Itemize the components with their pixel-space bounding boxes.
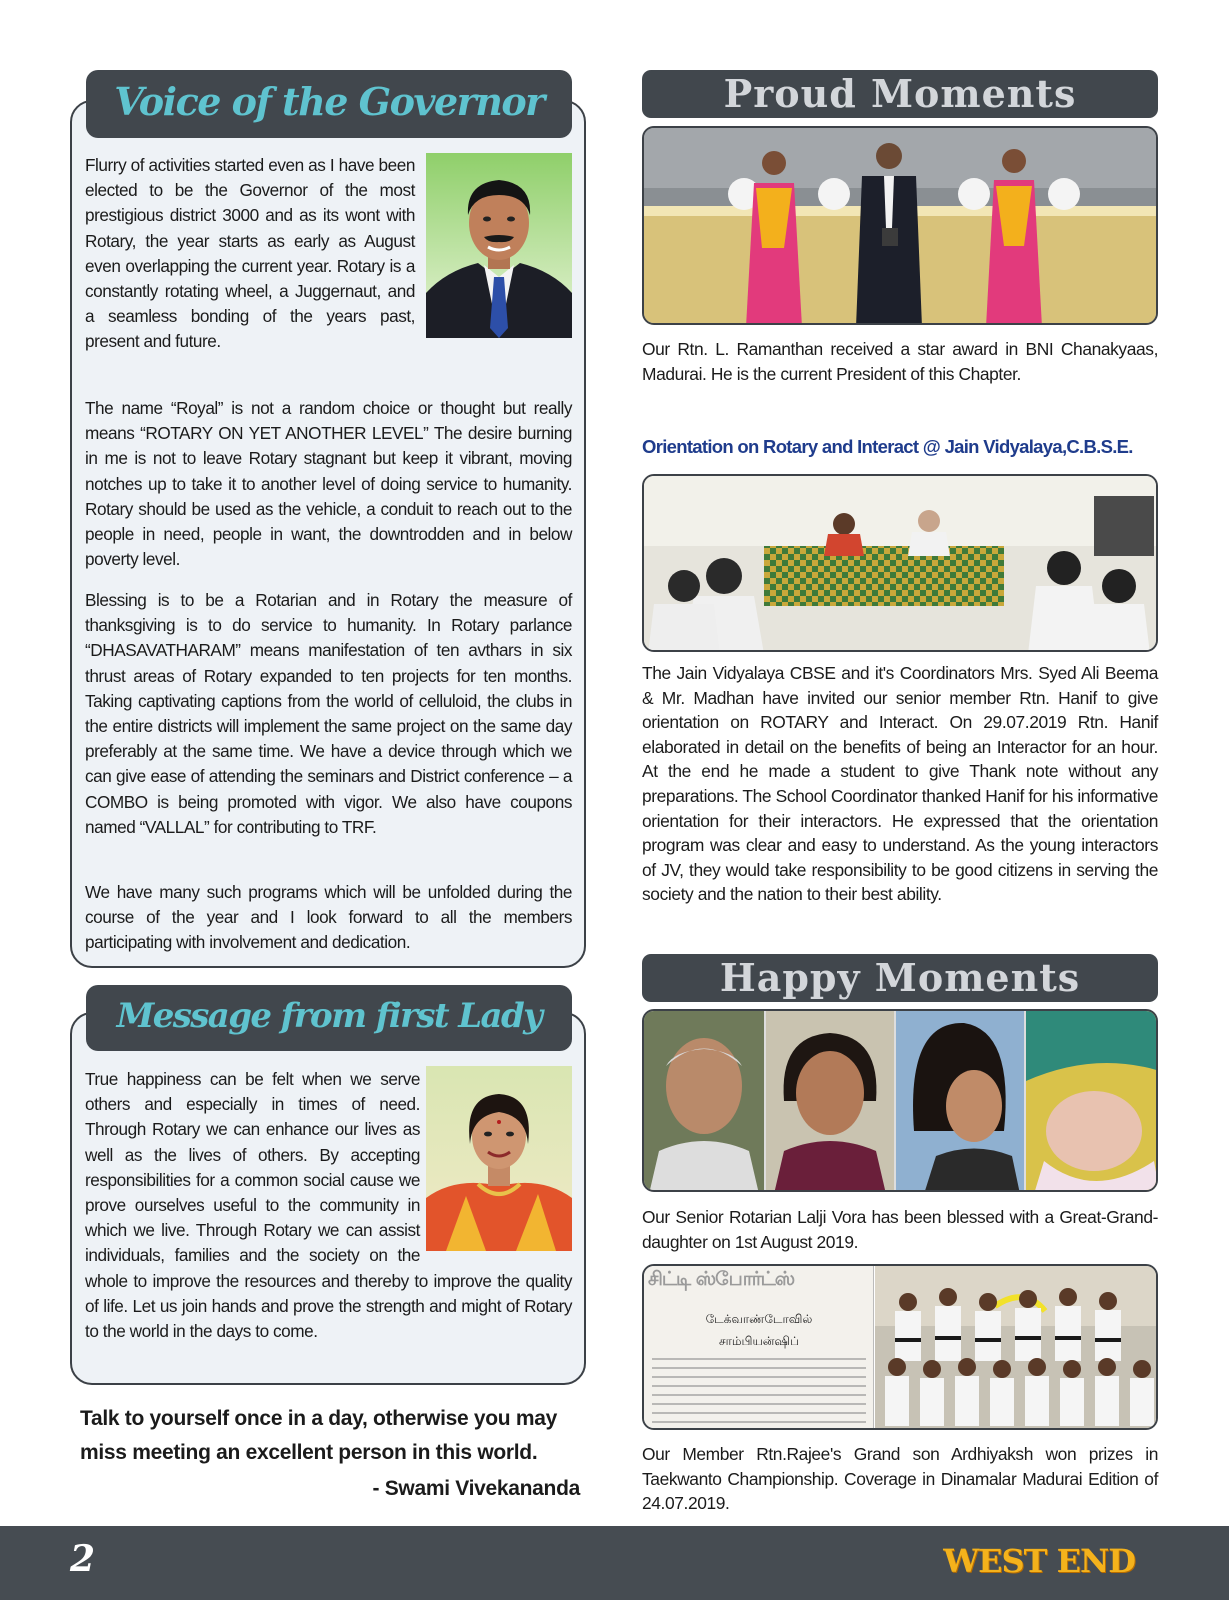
award-caption: Our Rtn. L. Ramanthan received a star award in BNI Chanakyaas, Madurai. He is the current President of this Chapter.: [642, 339, 1158, 384]
brand-logo: WEST END: [943, 1542, 1135, 1580]
clipping-headline-1: டேக்வாண்டோவில்: [705, 1312, 813, 1326]
governor-paragraph-1: Flurry of activities started even as I have been elected to be the Governor of the most prestigious district 3000 and as its wont with Rotary, the year starts as early as August even overlapping the current year. Rotary is a constantly rotating wheel, a Juggernaut, and a seamless bonding of the years past, present and future.: [85, 155, 415, 352]
page-number: 2: [70, 1538, 96, 1580]
clipping-text-panel: [644, 1266, 874, 1430]
proud-moments-banner: Proud Moments: [642, 70, 1158, 118]
taekwondo-caption: Our Member Rtn.Rajee's Grand son Ardhiyaksh won prizes in Taekwanto Championship. Coverage in Dinamalar Madurai Edition of 24.07.2019.: [642, 1444, 1158, 1514]
quote-line-2: miss meeting an excellent person in this world.: [80, 1441, 538, 1464]
orientation-heading: Orientation on Rotary and Interact @ Jain Vidyalaya,C.B.S.E.: [642, 436, 1133, 457]
governor-paragraph-3: Blessing is to be a Rotarian and in Rotary the measure of thanksgiving is to do service to humanity. In Rotary parlance “DHASAVATHARAM” means manifestation of ten avthars in six thrust areas of Rotary expanded to ten projects for ten months. Taking captivating captions from the world of celluloid, the clubs in the entire districts will implement the same project on the same day preferably at the same time. We have a device through which we can give ease of attending the seminars and District conference – a COMBO is being promoted with vigor. We also have coupons named “VALLAL” for contributing to TRF.: [85, 590, 572, 837]
orientation-text: The Jain Vidyalaya CBSE and it's Coordinators Mrs. Syed Ali Beema & Mr. Madhan have invited our senior member Rtn. Hanif to give orientation on ROTARY and Interact. On 29.07.2019 Rtn. Hanif elaborated in detail on the benefits of being an Interactor for an hour. At the end he made a student to give Thank note without any preparations. The School Coordinator thanked Hanif for his informative orientation for their interactors. He expressed that the orientation program was clear and easy to understand. As the young interactors of JV, they would take responsibility to be good citizens in serving the society and the nation to their best ability.: [642, 663, 1158, 905]
taekwondo-clipping: [642, 1264, 1158, 1430]
governor-photo: [426, 153, 572, 338]
footer-bar: [0, 1526, 1229, 1600]
great-grand-daughter-caption: Our Senior Rotarian Lalji Vora has been blessed with a Great-Grand-daughter on 1st August 2019.: [642, 1207, 1158, 1252]
award-photo: [642, 126, 1158, 325]
governor-title: Voice of the Governor: [86, 70, 572, 138]
orientation-photo: [642, 474, 1158, 652]
clipping-headline-2: சாம்பியன்ஷிப்: [718, 1334, 800, 1348]
governor-paragraph-4: We have many such programs which will be unfolded during the course of the year and I look forward to all the members participating with involvement and dedication.: [85, 882, 572, 953]
family-collage: [642, 1009, 1158, 1192]
governor-paragraph-2: The name “Royal” is not a random choice or thought but really means “ROTARY ON YET ANOTHER LEVEL” The desire burning in me is not to leave Rotary stagnant but keep it vibrant, moving notches up to take it to another level of doing service to humanity. Rotary should be used as the vehicle, a conduit to reach out to the people in need, people in want, the downtrodden and in below poverty level.: [85, 398, 572, 570]
quote-line-1: Talk to yourself once in a day, otherwise you may: [80, 1407, 557, 1430]
clipping-column-text: [652, 1358, 866, 1424]
clipping-masthead: சிட்டி ஸ்போர்ட்ஸ்: [648, 1268, 795, 1290]
happy-moments-banner: Happy Moments: [642, 954, 1158, 1002]
first-lady-paragraph: True happiness can be felt when we serve others and especially in times of need. Through Rotary we can enhance our lives as well as the lives of others. By accepting responsibilities for a common social cause we prove ourselves useful to the community in which we live. Through Rotary we can assist individuals, families and the society on the whole to improve the resources and thereby to improve the quality of life. Let us join hands and prove the strength and might of Rotary to the world in the days to come.: [85, 1069, 572, 1342]
quote-author: - Swami Vivekananda: [372, 1477, 580, 1500]
team-photo: [875, 1266, 1158, 1430]
photo-wrap-spacer: [420, 1067, 572, 1257]
first-lady-title: Message from first Lady: [86, 985, 572, 1051]
